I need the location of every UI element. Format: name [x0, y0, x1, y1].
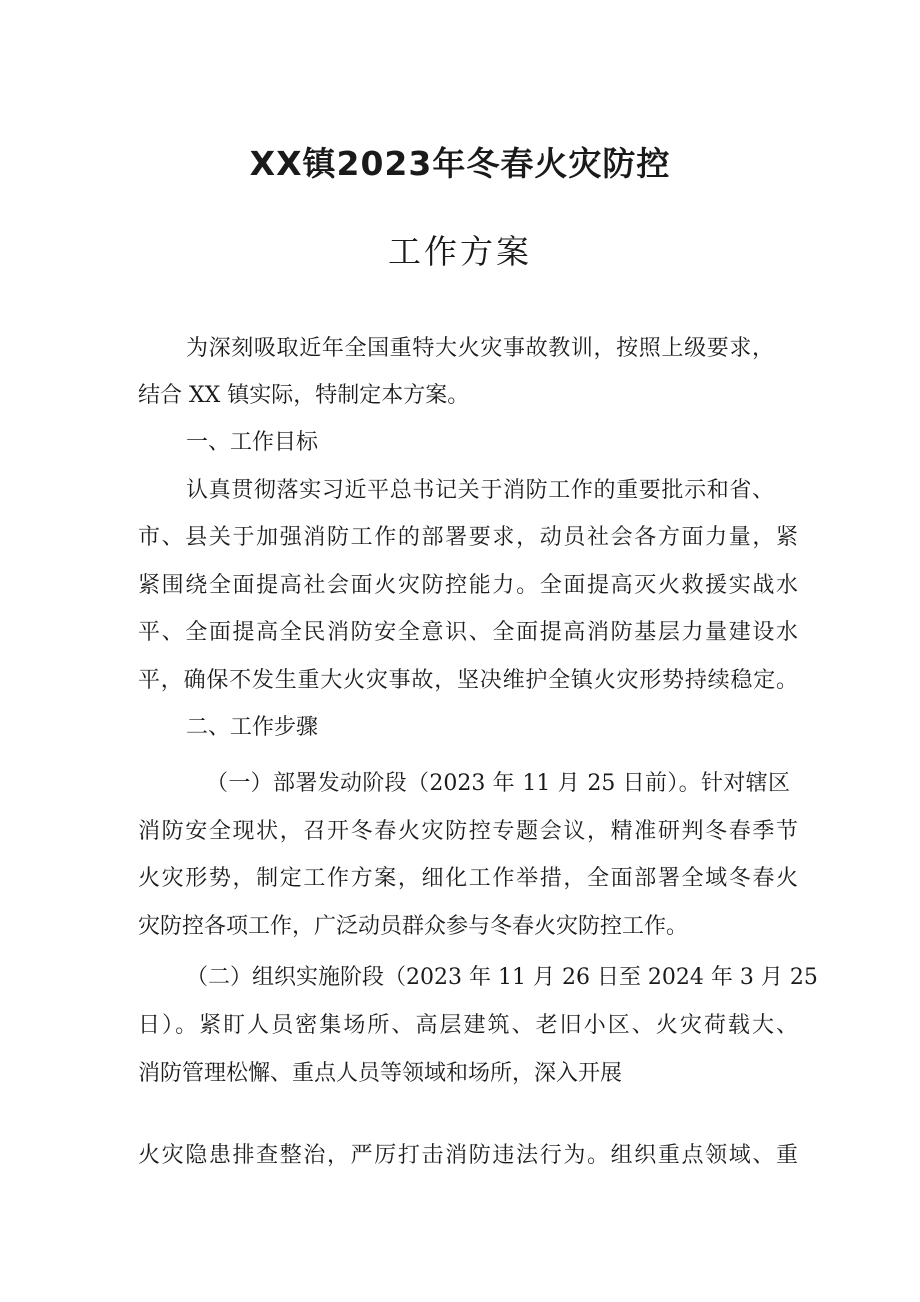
paragraph-line: 认真贯彻落实习近平总书记关于消防工作的重要批示和省、	[186, 478, 774, 503]
paragraph-line: 市、县关于加强消防工作的部署要求，动员社会各方面力量，紧	[138, 525, 798, 550]
section-heading-goal: 一、工作目标	[186, 430, 319, 455]
paragraph-line: 平，确保不发生重大火灾事故，坚决维护全镇火灾形势持续稳定。	[138, 668, 798, 693]
paragraph-line: 灾防控各项工作，广泛动员群众参与冬春火灾防控工作。	[138, 914, 689, 939]
paragraph-line: 消防安全现状，召开冬春火灾防控专题会议，精准研判冬春季节	[138, 819, 798, 844]
document-title-line-2: 工作方案	[388, 232, 532, 271]
paragraph-line: （一）部署发动阶段（2023 年 11 月 25 日前）。针对辖区	[206, 771, 790, 796]
paragraph-line: 平、全面提高全民消防安全意识、全面提高消防基层力量建设水	[138, 620, 798, 645]
paragraph-line: 消防管理松懈、重点人员等领域和场所，深入开展	[138, 1061, 623, 1086]
paragraph-line: 为深刻吸取近年全国重特大火灾事故教训，按照上级要求，	[186, 336, 774, 361]
section-heading-steps: 二、工作步骤	[186, 715, 319, 740]
paragraph-line: 火灾形势，制定工作方案，细化工作举措，全面部署全域冬春火	[138, 866, 798, 891]
paragraph-line: 紧围绕全面提高社会面火灾防控能力。全面提高灭火救援实战水	[138, 573, 798, 598]
paragraph-line: 火灾隐患排查整治，严厉打击消防违法行为。组织重点领域、重	[138, 1143, 798, 1168]
paragraph-line: 结合 XX 镇实际，特制定本方案。	[138, 383, 470, 408]
paragraph-line: 日）。紧盯人员密集场所、高层建筑、老旧小区、火灾荷载大、	[138, 1013, 798, 1038]
paragraph-line: （二）组织实施阶段（2023 年 11 月 26 日至 2024 年 3 月 25	[186, 965, 818, 990]
document-title-line-1: XX镇2023年冬春火灾防控	[249, 144, 671, 183]
